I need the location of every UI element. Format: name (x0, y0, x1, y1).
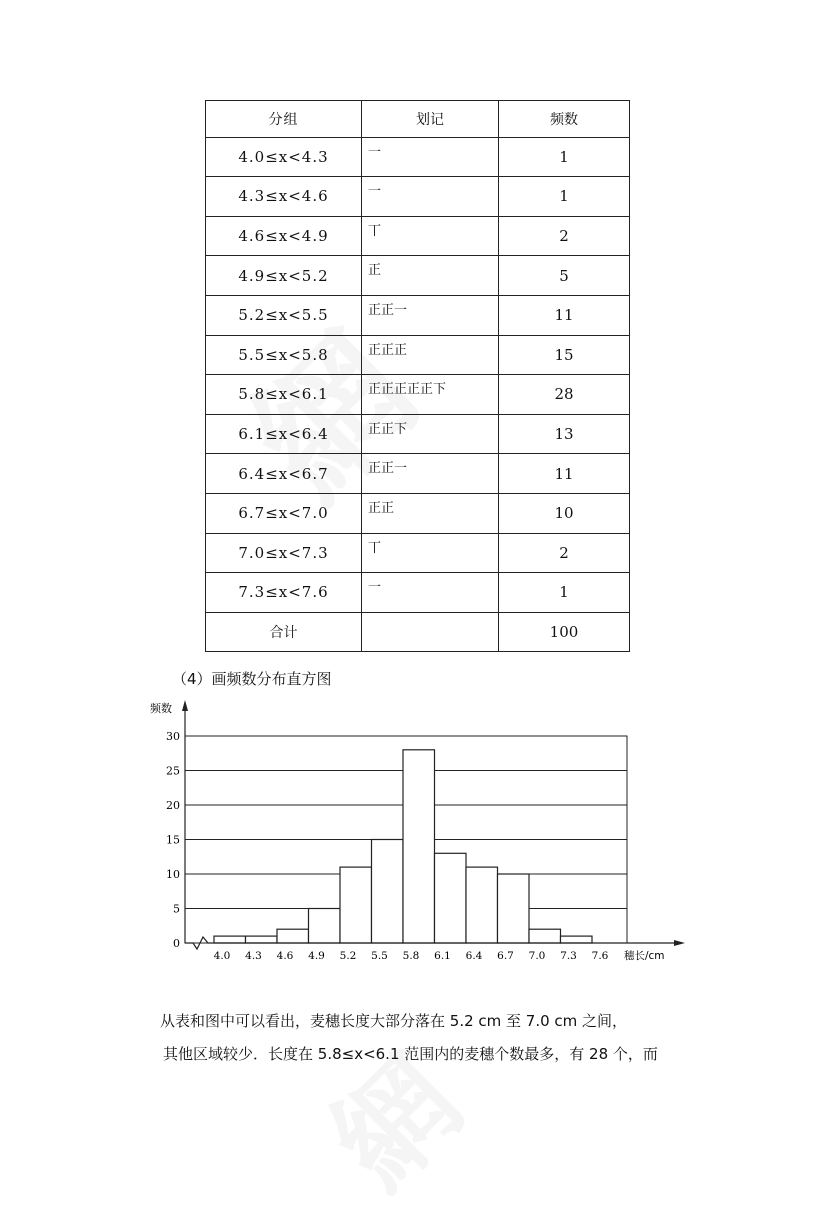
tally-cell: 正正下 (362, 414, 499, 454)
freq-cell: 28 (499, 375, 630, 415)
histogram-bar (498, 874, 530, 943)
histogram-bar (340, 867, 372, 943)
x-tick-label: 6.1 (434, 950, 451, 962)
freq-cell: 1 (499, 137, 630, 177)
group-cell: 5.8≤x<6.1 (206, 375, 362, 415)
x-tick-label: 5.5 (371, 950, 388, 962)
freq-cell: 5 (499, 256, 630, 296)
tally-cell: 正正一 (362, 454, 499, 494)
freq-cell: 1 (499, 573, 630, 613)
histogram-bar (529, 929, 561, 943)
histogram-bar (372, 840, 404, 944)
histogram-bar (309, 909, 341, 944)
group-cell: 4.6≤x<4.9 (206, 216, 362, 256)
group-cell: 4.3≤x<4.6 (206, 177, 362, 217)
y-axis-title: 频数 (150, 702, 172, 715)
freq-cell: 11 (499, 454, 630, 494)
frequency-table (205, 100, 630, 652)
y-axis-arrow (182, 700, 188, 711)
group-cell: 7.0≤x<7.3 (206, 533, 362, 573)
tally-cell: 正正 (362, 493, 499, 533)
tally-cell: 丅 (362, 533, 499, 573)
paragraph-line-1: 从表和图中可以看出，麦穗长度大部分落在 5.2 cm 至 7.0 cm 之间， (160, 1012, 628, 1030)
y-tick-label: 10 (166, 868, 180, 881)
y-tick-label: 15 (166, 833, 180, 847)
x-tick-label: 7.3 (560, 950, 577, 962)
tally-cell: 正正正正正下 (362, 375, 499, 415)
chart-bars (214, 750, 592, 943)
histogram-bar (403, 750, 435, 943)
freq-cell: 1 (499, 177, 630, 217)
histogram-bar (246, 936, 278, 943)
x-tick-label: 4.3 (245, 950, 262, 962)
paragraph-line-2: 其他区域较少．长度在 5.8≤x<6.1 范围内的麦穗个数最多，有 28 个，而 (163, 1045, 658, 1063)
x-tick-label: 4.6 (276, 950, 294, 962)
histogram-bar (277, 929, 309, 943)
tally-cell: 丅 (362, 216, 499, 256)
histogram-bar (214, 936, 246, 943)
x-tick-label: 4.9 (308, 950, 325, 962)
x-tick-label: 7.6 (591, 950, 609, 962)
header-freq: 频数 (499, 101, 630, 138)
group-cell: 6.7≤x<7.0 (206, 493, 362, 533)
total-label: 合计 (206, 612, 362, 652)
group-cell: 5.2≤x<5.5 (206, 295, 362, 335)
table-row (206, 295, 630, 335)
freq-cell: 10 (499, 493, 630, 533)
table-row (206, 375, 630, 415)
y-tick-label: 20 (166, 799, 180, 812)
freq-cell: 2 (499, 216, 630, 256)
x-axis-title: 穗长/cm (624, 950, 665, 962)
histogram-bar (466, 867, 498, 943)
group-cell: 5.5≤x<5.8 (206, 335, 362, 375)
header-tally: 划记 (362, 101, 499, 138)
table-header-row (206, 101, 630, 138)
table-row (206, 493, 630, 533)
tally-cell: 正正一 (362, 295, 499, 335)
group-cell: 4.0≤x<4.3 (206, 137, 362, 177)
y-tick-label: 0 (173, 937, 180, 950)
x-tick-label: 6.4 (465, 950, 483, 962)
x-tick-label: 4.0 (213, 950, 231, 962)
y-tick-label: 25 (166, 764, 180, 778)
section-title: （4）画频数分布直方图 (172, 670, 332, 688)
tally-cell: 一 (362, 573, 499, 613)
y-tick-label: 5 (173, 902, 180, 916)
x-axis-arrow (674, 940, 685, 946)
x-tick-label: 5.8 (402, 950, 420, 962)
freq-cell: 13 (499, 414, 630, 454)
total-value: 100 (499, 612, 630, 652)
freq-cell: 15 (499, 335, 630, 375)
group-cell: 6.1≤x<6.4 (206, 414, 362, 454)
histogram-bar (435, 853, 467, 943)
x-tick-label: 6.7 (497, 950, 514, 962)
group-cell: 6.4≤x<6.7 (206, 454, 362, 494)
tally-cell: 一 (362, 177, 499, 217)
table-row (206, 533, 630, 573)
header-group: 分组 (206, 101, 362, 138)
freq-cell: 11 (499, 295, 630, 335)
table-row (206, 573, 630, 613)
tally-cell: 正正正 (362, 335, 499, 375)
x-tick-label: 5.2 (339, 950, 357, 962)
freq-cell: 2 (499, 533, 630, 573)
histogram-chart (140, 695, 700, 970)
table-total-row (206, 612, 630, 652)
table-row (206, 177, 630, 217)
table-row (206, 454, 630, 494)
histogram-bar (561, 936, 593, 943)
group-cell: 7.3≤x<7.6 (206, 573, 362, 613)
group-cell: 4.9≤x<5.2 (206, 256, 362, 296)
table-row (206, 137, 630, 177)
tally-cell: 正 (362, 256, 499, 296)
table-row (206, 256, 630, 296)
table-row (206, 414, 630, 454)
table-row (206, 216, 630, 256)
total-tally (362, 612, 499, 652)
table-row (206, 335, 630, 375)
x-tick-label: 7.0 (528, 950, 546, 962)
y-tick-label: 30 (166, 730, 180, 743)
tally-cell: 一 (362, 137, 499, 177)
